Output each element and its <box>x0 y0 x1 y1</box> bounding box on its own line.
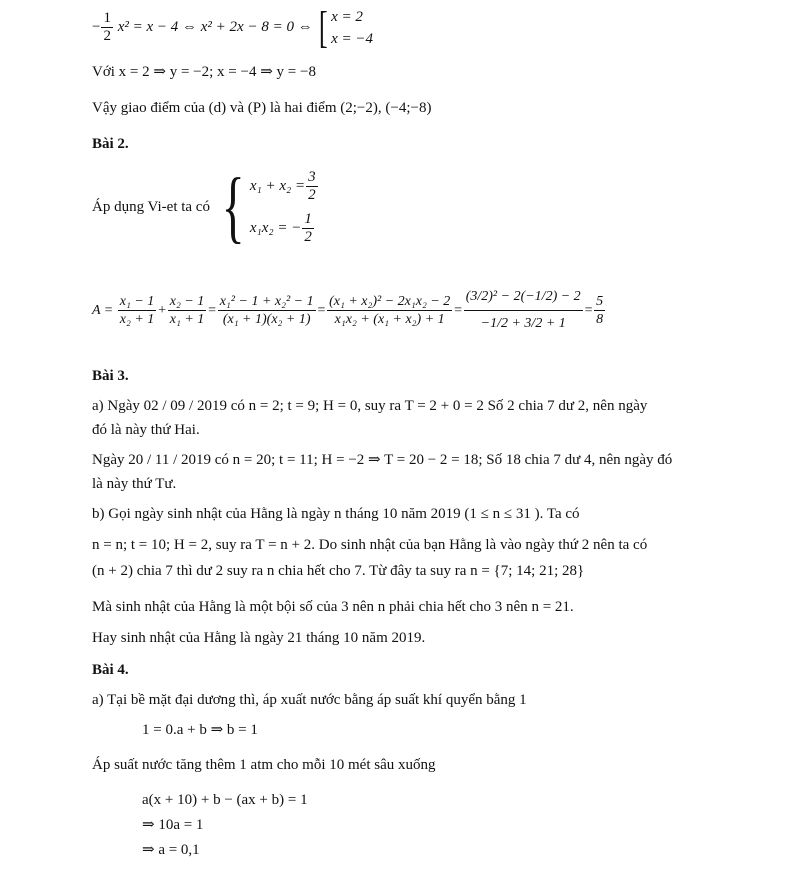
text-line-3: Vậy giao điểm của (d) và (P) là hai điểm (2;−2), (−4;−8) <box>92 100 432 116</box>
bai3-b-line-3: (n + 2) chia 7 thì dư 2 suy ra n chia hết cho 7. Từ đây ta suy ra n = {7; 14; 21; 28} <box>92 563 585 579</box>
bai4-a-line-2: Áp suất nước tăng thêm 1 atm cho mỗi 10 mét sâu xuống <box>92 757 436 773</box>
bai4-equation-2: a(x + 10) + b − (ax + b) = 1 <box>142 792 308 808</box>
bai4-equation-3: ⇒ 10a = 1 <box>142 817 204 833</box>
viet-lead: Áp dụng Vi-et ta có <box>92 199 210 215</box>
equation-line-1 <box>92 4 373 50</box>
formula-a: A = $\frac{\text{x₁ − 1}}{\text{x₂ + 1}}$ + $\frac{\text{x₂ − 1}}{\text{x₁ + 1}}$ = $\frac{\text{x₁² − 1 + x₂² − 1}}{\text{(x₁ + 1)(x₂ + 1)}}$ = $\frac{\text{(x₁ + x₂)² − 2x₁x₂ − 2}}{\text{x₁x₂ + (x₁ + x₂) + 1}}$ = $\frac{\text{(3/2)² − 2(−1/2) − 2}}{-1/2 + 3/2 + 1}$ = $\frac{5}{8}$ <box>92 268 606 354</box>
bai4-equation-1: 1 = 0.a + b ⇒ b = 1 <box>142 722 258 738</box>
solution-cases: x = 2 x = −4 <box>331 8 374 47</box>
fraction-one-half: $\frac{1}{2}$ <box>103 10 111 45</box>
bai3-b-line-5: Hay sinh nhật của Hằng là ngày 21 tháng 10 năm 2019. <box>92 630 426 646</box>
bracket: [ <box>319 2 329 52</box>
viet-equations <box>250 165 319 249</box>
heading-bai-3: Bài 3. <box>92 368 129 384</box>
heading-bai-2: Bài 2. <box>92 136 129 152</box>
bai3-b-line-2: n = n; t = 10; H = 2, suy ra T = n + 2. Do sinh nhật của bạn Hằng là vào ngày thứ 2 nên ta có <box>92 537 648 553</box>
minus-sign: − <box>92 19 101 35</box>
viet-eq-1: x₁ + x₂ = $\frac{3}{2}$ <box>249 169 316 204</box>
result-fraction: $\frac{5}{8}$ <box>596 294 604 328</box>
equation-text: x² = x − 4 ⇔ x² + 2x − 8 = 0 ⇔ <box>117 19 313 35</box>
bai3-b-line-4: Mà sinh nhật của Hằng là một bội số của 3 nên n phải chia hết cho 3 nên n = 21. <box>92 599 574 615</box>
viet-system <box>92 164 319 250</box>
bai3-a-line-3: Ngày 20 / 11 / 2019 có n = 20; t = 11; H = −2 ⇒ T = 20 − 2 = 18; Số 18 chia 7 dư 4, nên ngày đó <box>92 452 673 468</box>
bai4-a-line-1: a) Tại bề mặt đại dương thì, áp xuất nước bằng áp suất khí quyển bằng 1 <box>92 692 527 708</box>
bai4-equation-4: ⇒ a = 0,1 <box>142 842 200 858</box>
bai3-a-line-4: là này thứ Tư. <box>92 476 177 492</box>
heading-bai-4: Bài 4. <box>92 662 129 678</box>
bai3-b-line-1: b) Gọi ngày sinh nhật của Hằng là ngày n tháng 10 năm 2019 (1 ≤ n ≤ 31 ). Ta có <box>92 506 580 522</box>
bai3-a-line-2: đó là này thứ Hai. <box>92 422 200 438</box>
text-line-2: Với x = 2 ⇒ y = −2; x = −4 ⇒ y = −8 <box>92 64 316 80</box>
viet-eq-2: x₁x₂ = − $\frac{1}{2}$ <box>249 211 312 246</box>
bai3-a-line-1: a) Ngày 02 / 09 / 2019 có n = 2; t = 9; H = 0, suy ra T = 2 + 0 = 2 Số 2 chia 7 dư 2, nên ngày <box>92 398 648 414</box>
brace: { <box>221 163 245 251</box>
